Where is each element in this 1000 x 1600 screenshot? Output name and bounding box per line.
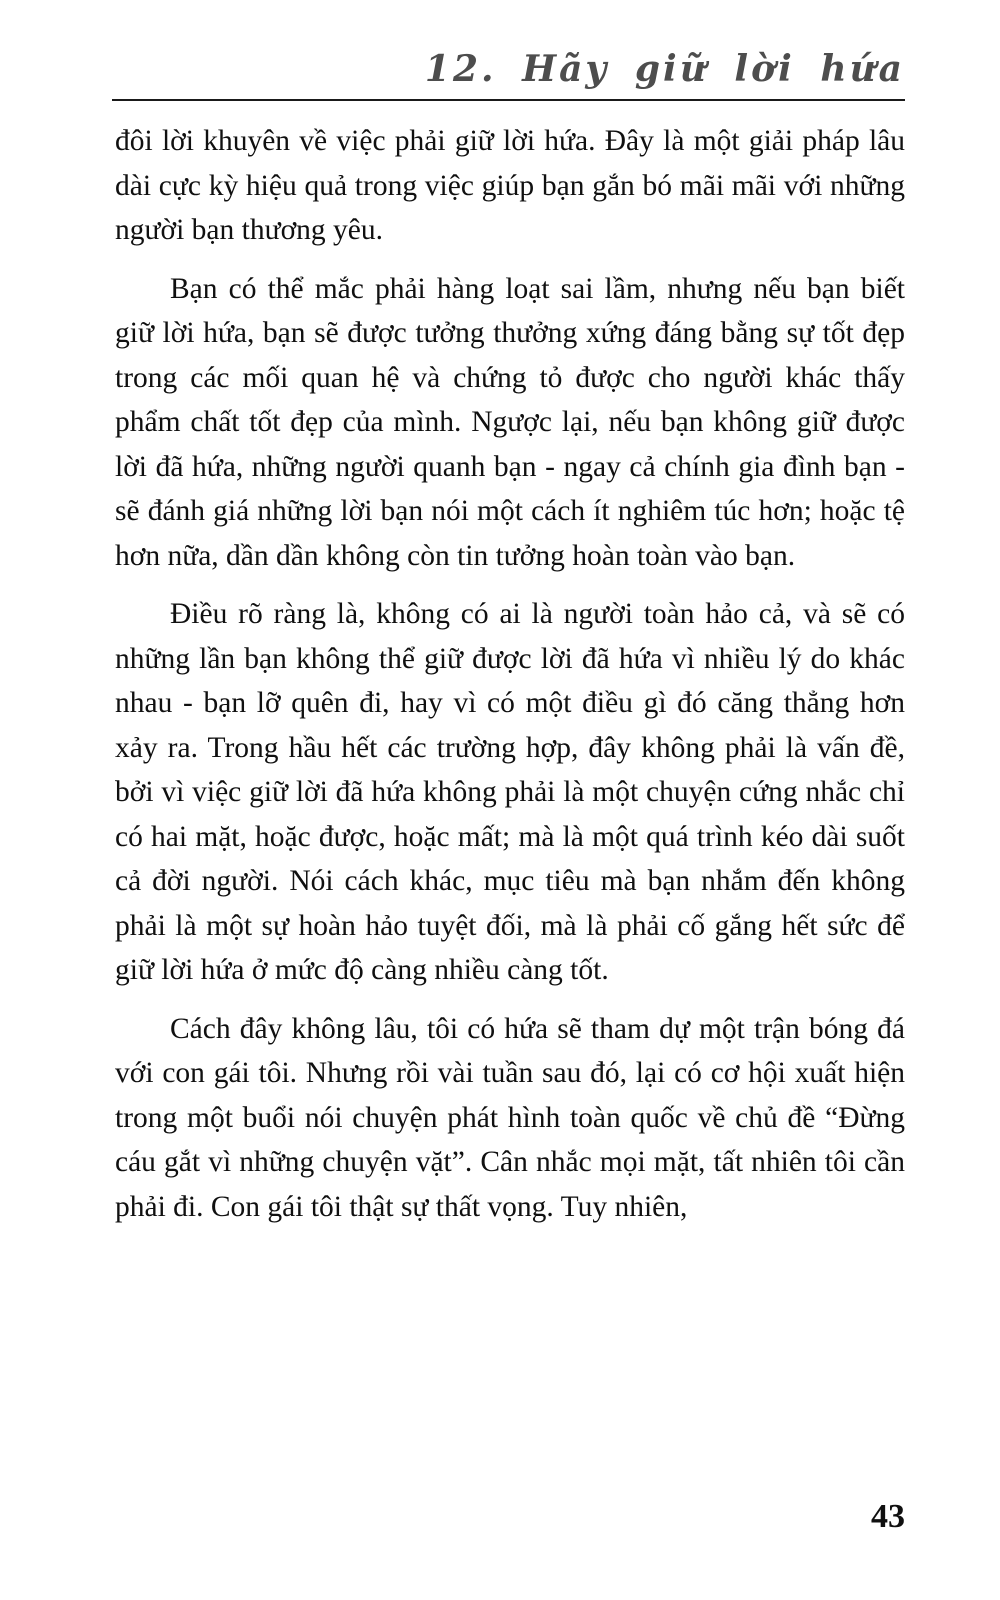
paragraph: Bạn có thể mắc phải hàng loạt sai lầm, nhưng nếu bạn biết giữ lời hứa, bạn sẽ được tưởng thưởng xứng đáng bằng sự tốt đẹp trong các mối quan hệ và chứng tỏ được cho người khác thấy phẩm chất tốt đẹp của mình. Ngược lại, nếu bạn không giữ được lời đã hứa, những người quanh bạn - ngay cả chính gia đình bạn - sẽ đánh giá những lời bạn nói một cách ít nghiêm túc hơn; hoặc tệ hơn nữa, dần dần không còn tin tưởng hoàn toàn vào bạn. <box>115 272 905 572</box>
paragraph: Cách đây không lâu, tôi có hứa sẽ tham dự một trận bóng đá với con gái tôi. Nhưng rồi vài tuần sau đó, lại có cơ hội xuất hiện trong một buổi nói chuyện phát hình toàn quốc về chủ đề “Đừng cáu gắt vì những chuyện vặt”. Cân nhắc mọi mặt, tất nhiên tôi cần phải đi. Con gái tôi thật sự thất vọng. Tuy nhiên, <box>115 1012 905 1223</box>
chapter-title: 12. Hãy giữ lời hứa <box>424 48 905 90</box>
page-number: 43 <box>871 1498 905 1535</box>
paragraph: Điều rõ ràng là, không có ai là người toàn hảo cả, và sẽ có những lần bạn không thể giữ được lời đã hứa vì nhiều lý do khác nhau - bạn lỡ quên đi, hay vì có một điều gì đó căng thẳng hơn xảy ra. Trong hầu hết các trường hợp, đây không phải là vấn đề, bởi vì việc giữ lời đã hứa không phải là một chuyện cứng nhắc chỉ có hai mặt, hoặc được, hoặc mất; mà là một quá trình kéo dài suốt cả đời người. Nói cách khác, mục tiêu mà bạn nhắm đến không phải là một sự hoàn hảo tuyệt đối, mà là phải cố gắng hết sức để giữ lời hứa ở mức độ càng nhiều càng tốt. <box>115 598 905 986</box>
body-text <box>115 119 905 1229</box>
header-rule <box>112 99 905 101</box>
paragraph: đôi lời khuyên về việc phải giữ lời hứa. Đây là một giải pháp lâu dài cực kỳ hiệu quả trong việc giúp bạn gắn bó mãi mãi với những người bạn thương yêu. <box>115 125 905 246</box>
